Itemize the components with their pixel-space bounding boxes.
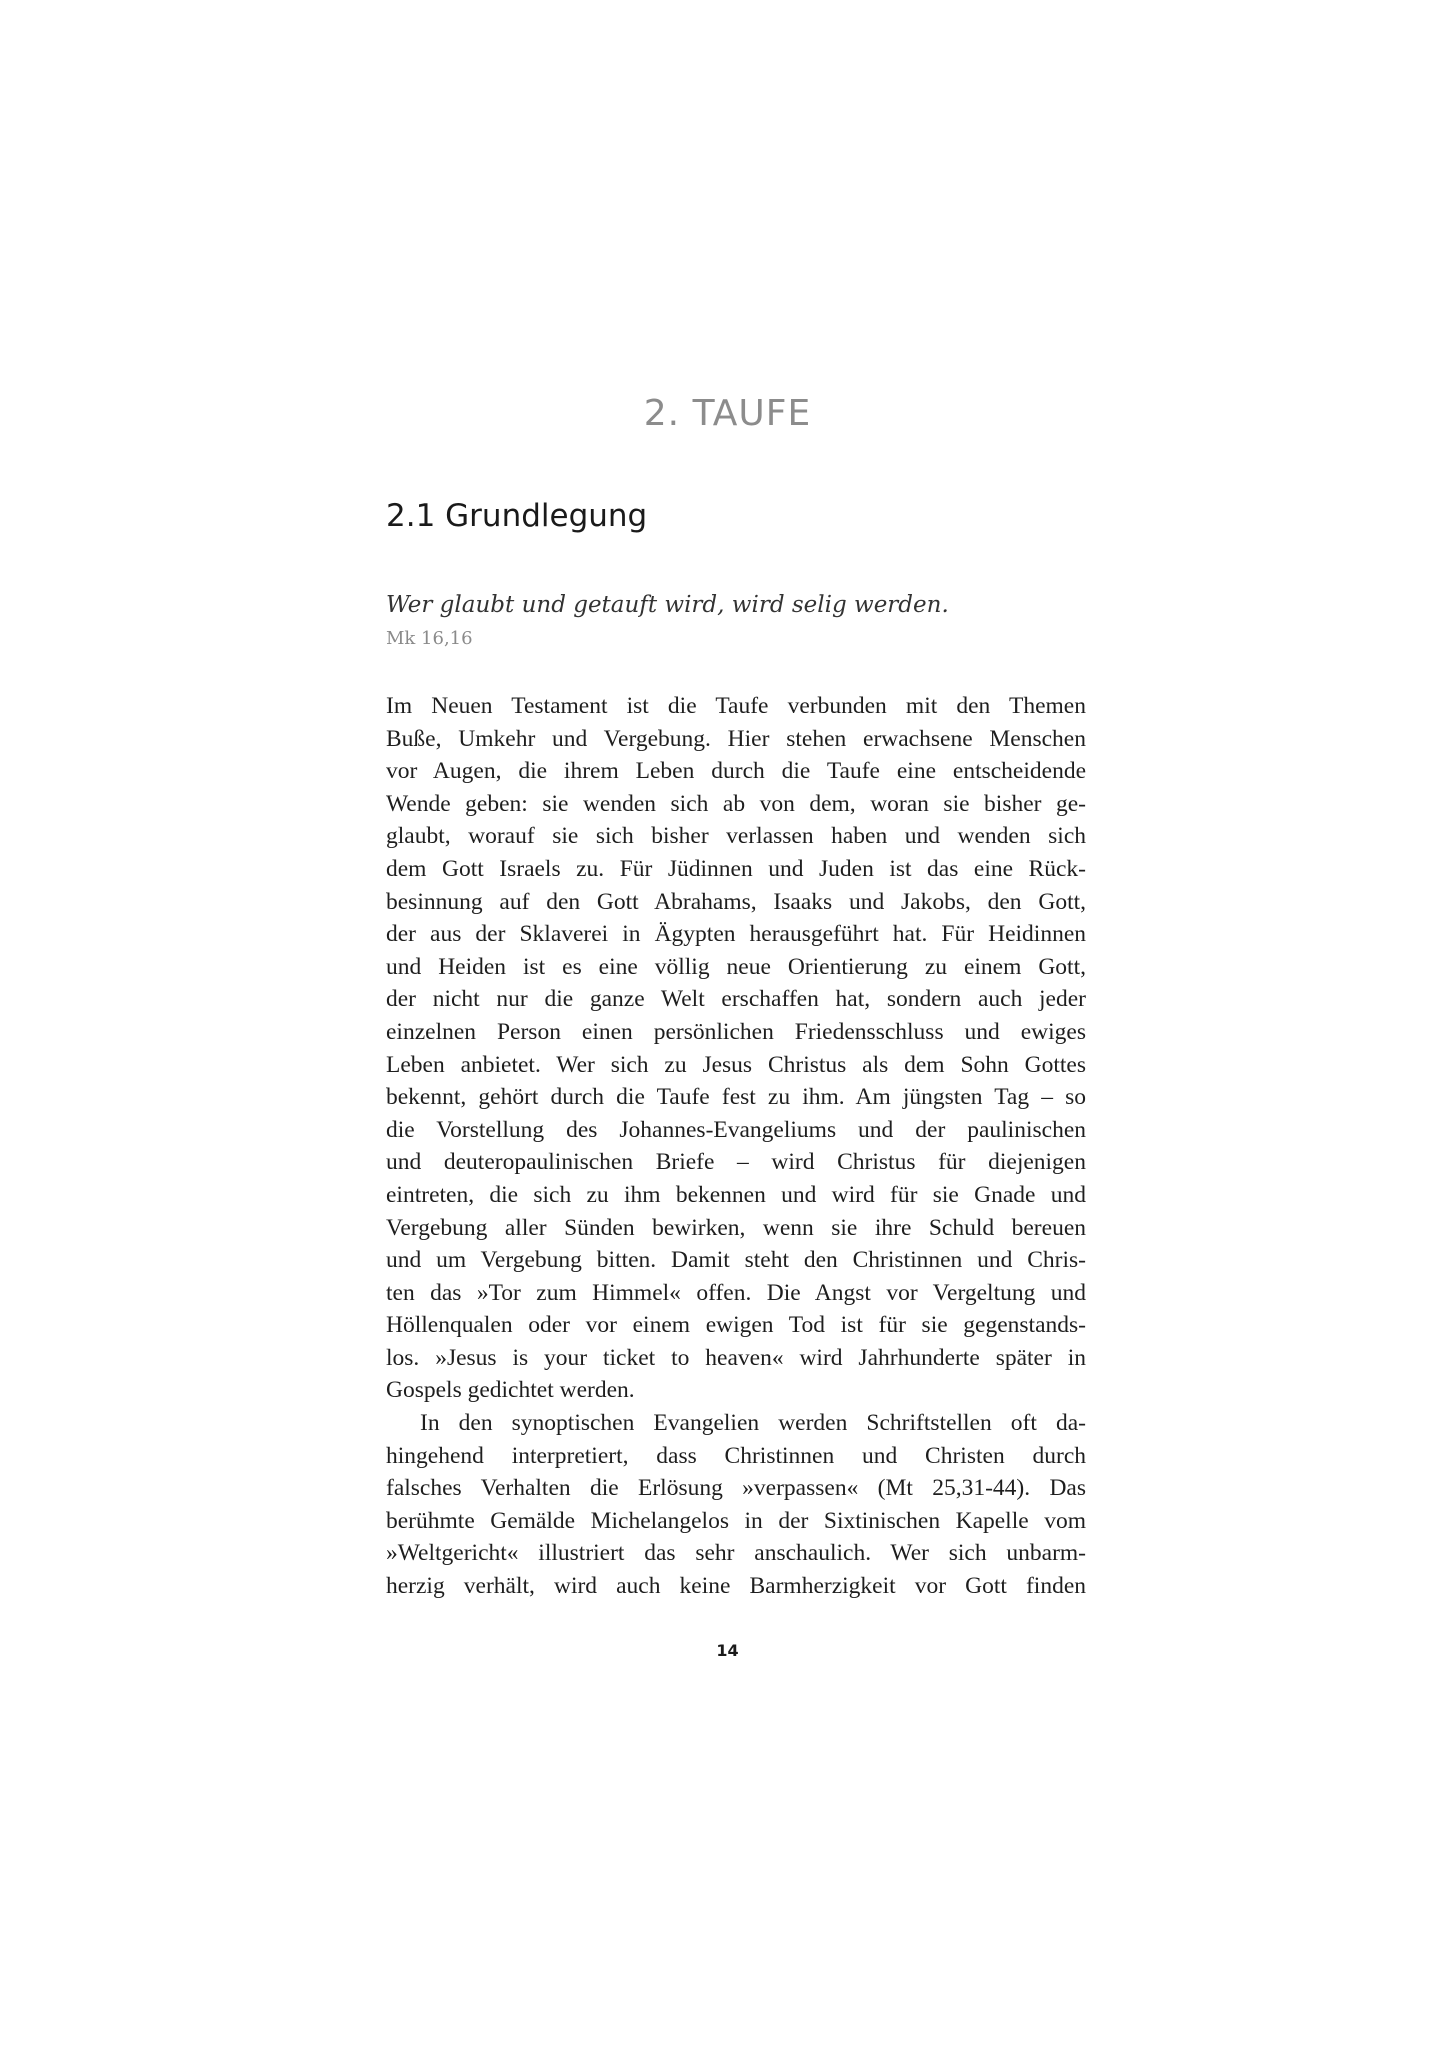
- body-line: Leben anbietet. Wer sich zu Jesus Christus als dem Sohn Gottes: [386, 1051, 1086, 1078]
- body-line: falsches Verhalten die Erlösung »verpassen« (Mt 25,31-44). Das: [386, 1475, 1086, 1502]
- body-text: [386, 690, 1086, 1603]
- epigraph-source: Mk 16,16: [386, 628, 473, 649]
- page-number: 14: [716, 1641, 739, 1660]
- body-line: Im Neuen Testament ist die Taufe verbunden mit den Themen: [386, 693, 1086, 719]
- body-line: Gospels gedichtet werden.: [386, 1377, 635, 1404]
- body-line: los. »Jesus is your ticket to heaven« wird Jahrhunderte später in: [386, 1344, 1086, 1371]
- body-line: In den synoptischen Evangelien werden Schriftstellen oft da-: [420, 1410, 1086, 1437]
- body-line: Wende geben: sie wenden sich ab von dem, woran sie bisher ge-: [386, 790, 1086, 817]
- body-line: die Vorstellung des Johannes-Evangeliums und der paulinischen: [386, 1116, 1086, 1143]
- body-line: berühmte Gemälde Michelangelos in der Sixtinischen Kapelle vom: [386, 1507, 1086, 1534]
- body-line: »Weltgericht« illustriert das sehr anschaulich. Wer sich unbarm-: [386, 1540, 1086, 1567]
- body-line: Buße, Umkehr und Vergebung. Hier stehen erwachsene Menschen: [386, 725, 1086, 752]
- body-line: Vergebung aller Sünden bewirken, wenn sie ihre Schuld bereuen: [386, 1214, 1086, 1241]
- epigraph-quote: Wer glaubt und getauft wird, wird selig werden.: [386, 592, 949, 618]
- body-line: der aus der Sklaverei in Ägypten herausgeführt hat. Für Heidinnen: [386, 921, 1086, 948]
- body-line: besinnung auf den Gott Abrahams, Isaaks und Jakobs, den Gott,: [386, 888, 1086, 915]
- body-line: bekennt, gehört durch die Taufe fest zu ihm. Am jüngsten Tag – so: [386, 1084, 1086, 1111]
- body-line: und deuteropaulinischen Briefe – wird Christus für diejenigen: [386, 1149, 1086, 1176]
- body-line: glaubt, worauf sie sich bisher verlassen haben und wenden sich: [386, 823, 1086, 850]
- body-line: hingehend interpretiert, dass Christinnen und Christen durch: [386, 1442, 1086, 1469]
- body-line: und um Vergebung bitten. Damit steht den Christinnen und Chris-: [386, 1247, 1086, 1274]
- body-line: der nicht nur die ganze Welt erschaffen hat, sondern auch jeder: [386, 986, 1086, 1013]
- body-line: ten das »Tor zum Himmel« offen. Die Angst vor Vergeltung und: [386, 1279, 1086, 1306]
- body-line: einzelnen Person einen persönlichen Friedensschluss und ewiges: [386, 1018, 1086, 1045]
- chapter-title: 2. TAUFE: [643, 393, 812, 434]
- body-line: und Heiden ist es eine völlig neue Orientierung zu einem Gott,: [386, 953, 1086, 980]
- body-line: dem Gott Israels zu. Für Jüdinnen und Juden ist das eine Rück-: [386, 855, 1086, 882]
- section-title: 2.1 Grundlegung: [386, 498, 648, 534]
- body-line: eintreten, die sich zu ihm bekennen und wird für sie Gnade und: [386, 1181, 1086, 1208]
- body-line: Höllenqualen oder vor einem ewigen Tod ist für sie gegenstands-: [386, 1312, 1086, 1339]
- body-line: herzig verhält, wird auch keine Barmherzigkeit vor Gott finden: [386, 1573, 1086, 1600]
- body-line: vor Augen, die ihrem Leben durch die Taufe eine entscheidende: [386, 758, 1086, 785]
